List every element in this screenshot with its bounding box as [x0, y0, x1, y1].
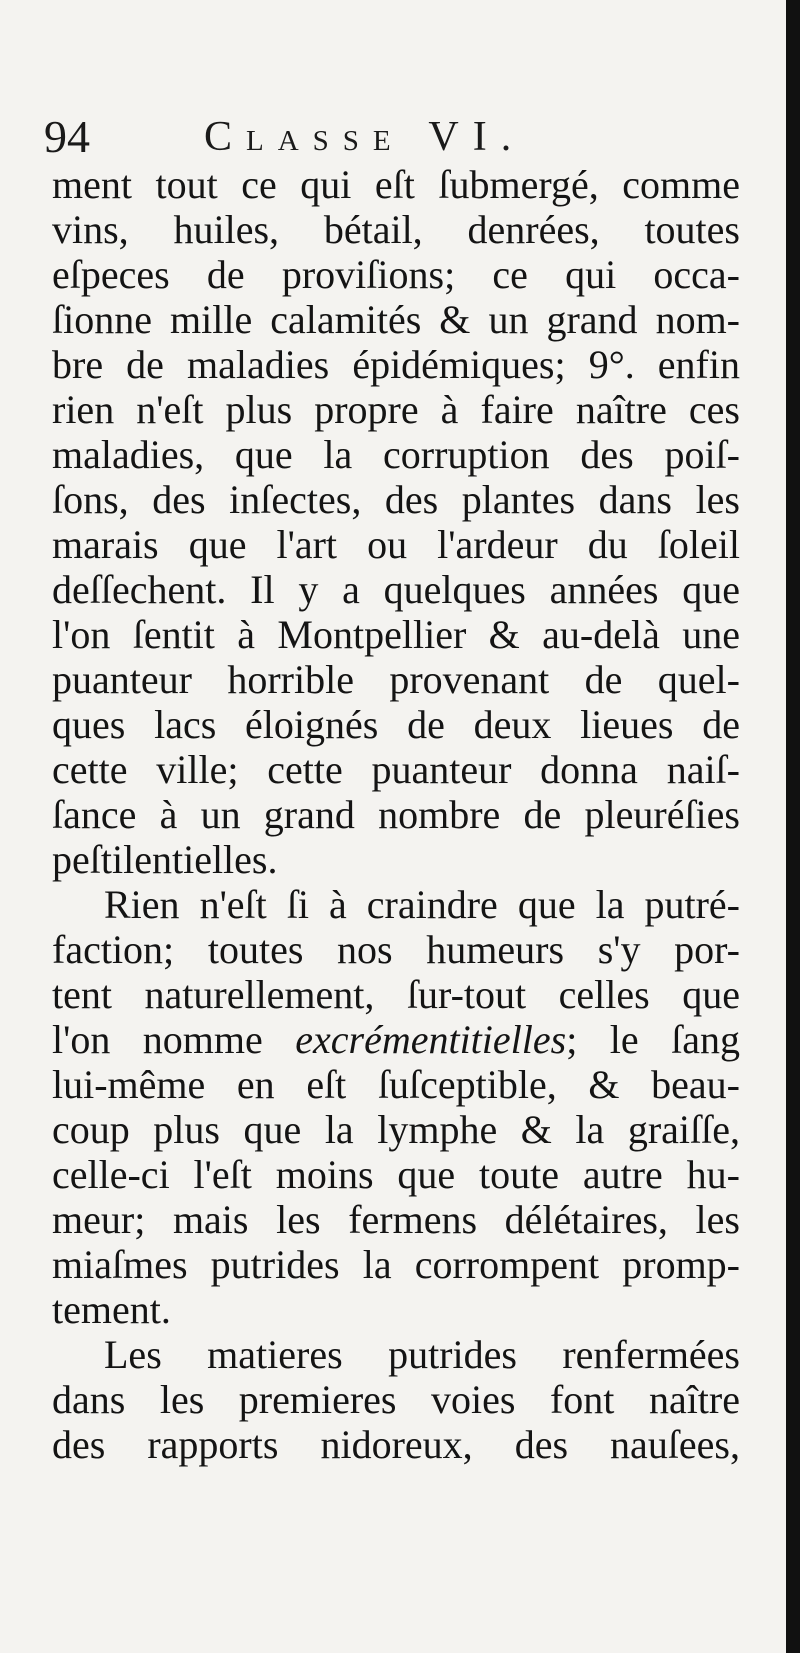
text-line: tent naturellement, ſur-tout celles que — [52, 972, 740, 1017]
paragraph — [52, 882, 740, 1332]
page-header — [44, 106, 754, 168]
text-fragment: l'on nomme — [52, 1017, 296, 1062]
text-line: ques lacs éloignés de deux lieues de — [52, 702, 740, 747]
text-line: cette ville; cette puanteur donna naiſ- — [52, 747, 740, 792]
text-line: celle-ci l'eſt moins que toute autre hu- — [52, 1152, 740, 1197]
text-line: Rien n'eſt ſi à craindre que la putré- — [104, 882, 740, 927]
paragraph — [52, 162, 740, 882]
page-number: 94 — [44, 111, 90, 162]
text-line: dans les premieres voies font naître — [52, 1377, 740, 1422]
text-line: peſtilentielles. — [52, 837, 278, 882]
text-line: rien n'eſt plus propre à faire naître ces — [52, 387, 740, 432]
paragraph — [52, 1332, 740, 1467]
text-line: des rapports nidoreux, des nauſees, — [52, 1422, 740, 1467]
text-line: coup plus que la lymphe & la graiſſe, — [52, 1107, 740, 1152]
text-line: puanteur horrible provenant de quel- — [52, 657, 740, 702]
text-line: maladies, que la corruption des poiſ- — [52, 432, 740, 477]
italic-term: excrémentitielles — [295, 1017, 567, 1062]
text-line: faction; toutes nos humeurs s'y por- — [52, 927, 740, 972]
running-head: Classe VI. — [204, 114, 526, 160]
text-line: Les matieres putrides renfermées — [104, 1332, 740, 1377]
text-line-with-italic — [52, 1017, 740, 1062]
text-line: ſionne mille calamités & un grand nom- — [52, 297, 740, 342]
text-line: l'on ſentit à Montpellier & au-delà une — [52, 612, 740, 657]
text-line: miaſmes putrides la corrompent promp- — [52, 1242, 740, 1287]
text-line: vins, huiles, bétail, denrées, toutes — [52, 207, 740, 252]
text-line: tement. — [52, 1287, 171, 1332]
page-gutter-shadow — [786, 0, 800, 1653]
text-line: deſſechent. Il y a quelques années que — [52, 567, 740, 612]
text-line: ſons, des inſectes, des plantes dans les — [52, 477, 740, 522]
text-line: lui-même en eſt ſuſceptible, & beau- — [52, 1062, 740, 1107]
text-line: meur; mais les fermens délétaires, les — [52, 1197, 740, 1242]
text-line: eſpeces de proviſions; ce qui occa- — [52, 252, 740, 297]
text-line: ſance à un grand nombre de pleuréſies — [52, 792, 740, 837]
body-text — [52, 162, 740, 1467]
text-line: ment tout ce qui eſt ſubmergé, comme — [52, 162, 740, 207]
text-line: marais que l'art ou l'ardeur du ſoleil — [52, 522, 740, 567]
text-fragment: ; le ſang — [566, 1017, 740, 1062]
text-line: bre de maladies épidémiques; 9°. enfin — [52, 342, 740, 387]
